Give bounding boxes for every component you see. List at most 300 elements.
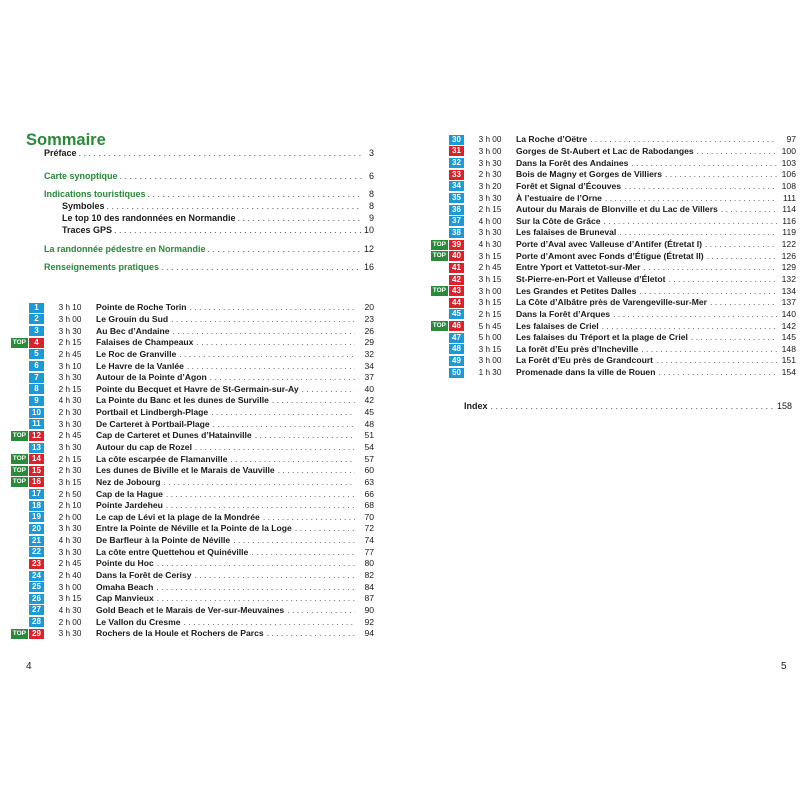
hike-duration: 3 h 30 <box>58 524 82 534</box>
hike-page: 68 <box>364 500 374 511</box>
hike-number-badge: 15 <box>29 466 44 476</box>
hike-page: 66 <box>364 488 374 499</box>
hike-page: 119 <box>782 227 796 238</box>
hike-page: 92 <box>364 616 374 627</box>
hike-list-right <box>426 134 796 378</box>
hike-page: 82 <box>364 570 374 581</box>
hike-duration: 2 h 15 <box>58 454 82 464</box>
hike-page: 23 <box>364 313 374 324</box>
hike-number-badge: 43 <box>449 286 464 296</box>
hike-title: Les falaises de Criel <box>516 320 599 331</box>
hike-title: Gold Beach et le Marais de Ver-sur-Meuvaines <box>96 604 285 615</box>
hike-duration: 2 h 40 <box>58 571 82 581</box>
hike-title: La forêt d’Eu près d’Incheville <box>516 343 639 354</box>
hike-row[interactable] <box>6 605 374 617</box>
hike-number-badge: 35 <box>449 193 464 203</box>
hike-number-badge: 12 <box>29 431 44 441</box>
hike-duration: 3 h 30 <box>58 326 82 336</box>
hike-number-badge: 32 <box>449 158 464 168</box>
top-slot <box>426 344 448 354</box>
hike-row[interactable] <box>6 628 374 640</box>
hike-row[interactable] <box>6 523 374 535</box>
hike-row[interactable] <box>6 581 374 593</box>
top-slot <box>426 333 448 343</box>
top-slot <box>426 216 448 226</box>
hike-title: Rochers de la Houle et Rochers de Parcs <box>96 628 264 639</box>
top-slot <box>6 454 28 464</box>
hike-page: 108 <box>781 180 796 191</box>
top-slot <box>6 536 28 546</box>
hike-duration: 2 h 30 <box>58 466 82 476</box>
hike-row[interactable] <box>6 360 374 372</box>
hike-row[interactable] <box>6 512 374 524</box>
toc-entry-page: 10 <box>363 225 374 235</box>
hike-page: 40 <box>364 383 374 394</box>
index-page: 158 <box>776 401 792 411</box>
hike-row[interactable] <box>6 418 374 430</box>
top-slot <box>426 298 448 308</box>
leader-dots <box>639 286 777 297</box>
leader-dots <box>251 547 355 558</box>
top-slot <box>6 373 28 383</box>
hike-row[interactable] <box>426 320 796 332</box>
hike-row[interactable] <box>426 192 796 204</box>
hike-number-badge: 47 <box>449 333 464 343</box>
hike-title: Sur la Côte de Grâce <box>516 215 601 226</box>
toc-entry-page: 8 <box>368 201 374 211</box>
top-slot <box>6 326 28 336</box>
toc-entry[interactable] <box>44 243 374 256</box>
leader-dots <box>287 605 355 616</box>
hike-number-badge: 42 <box>449 275 464 285</box>
hike-number-badge: 33 <box>449 170 464 180</box>
top-slot <box>6 501 28 511</box>
hike-page: 37 <box>364 372 374 383</box>
hike-title: Pointe de Roche Torin <box>96 302 187 313</box>
hike-duration: 3 h 10 <box>58 361 82 371</box>
top-slot <box>426 158 448 168</box>
hike-title: Le Roc de Granville <box>96 348 177 359</box>
leader-dots <box>602 321 777 332</box>
hike-title: Bois de Magny et Gorges de Villiers <box>516 169 662 180</box>
hike-row[interactable] <box>6 442 374 454</box>
hike-title: Les falaises du Tréport et la plage de Criel <box>516 332 688 343</box>
hike-page: 34 <box>364 360 374 371</box>
hike-duration: 2 h 45 <box>58 349 82 359</box>
leader-dots <box>604 216 777 227</box>
top-slot <box>426 286 448 296</box>
leader-dots <box>213 419 355 430</box>
hike-row[interactable] <box>426 285 796 297</box>
hike-page: 142 <box>781 320 796 331</box>
hike-page: 94 <box>364 628 374 639</box>
leader-dots <box>230 454 355 465</box>
hike-row[interactable] <box>6 500 374 512</box>
hike-page: 106 <box>781 169 796 180</box>
hike-duration: 2 h 00 <box>58 617 82 627</box>
hike-number-badge: 9 <box>29 396 44 406</box>
leader-dots <box>190 302 355 313</box>
hike-page: 60 <box>364 465 374 476</box>
leader-dots <box>624 181 777 192</box>
leader-dots <box>120 170 362 183</box>
hike-page: 29 <box>364 337 374 348</box>
leader-dots <box>631 158 777 169</box>
top-slot <box>426 356 448 366</box>
top-badge: TOP <box>12 431 26 439</box>
hike-title: Dans la Forêt de Cerisy <box>96 570 192 581</box>
hike-row[interactable] <box>426 309 796 321</box>
hike-title: La côte escarpée de Flamanville <box>96 453 228 464</box>
leader-dots <box>114 224 362 237</box>
hike-row[interactable] <box>6 395 374 407</box>
top-slot <box>6 396 28 406</box>
top-slot <box>6 629 28 639</box>
hike-row[interactable] <box>6 593 374 605</box>
leader-dots <box>255 430 355 441</box>
hike-row[interactable] <box>6 535 374 547</box>
hike-title: Au Bec d’Andaine <box>96 325 170 336</box>
top-slot <box>6 303 28 313</box>
hike-title: Falaises de Champeaux <box>96 337 194 348</box>
hike-row[interactable] <box>6 314 374 326</box>
hike-row[interactable] <box>426 297 796 309</box>
hike-page: 54 <box>364 442 374 452</box>
hike-title: Gorges de St-Aubert et Lac de Rabodanges <box>516 145 694 156</box>
hike-number-badge: 40 <box>449 251 464 261</box>
hike-row[interactable] <box>6 546 374 558</box>
hike-duration: 3 h 15 <box>478 275 502 284</box>
hike-page: 132 <box>781 274 796 284</box>
hike-number-badge: 13 <box>29 443 44 453</box>
top-badge: TOP <box>432 287 446 295</box>
hike-page: 74 <box>364 535 374 546</box>
leader-dots <box>710 297 777 308</box>
index-entry[interactable] <box>464 400 792 413</box>
top-slot <box>6 559 28 569</box>
leader-dots <box>79 147 362 160</box>
hike-duration: 3 h 15 <box>478 344 502 354</box>
hike-page: 122 <box>781 239 796 250</box>
hike-page: 137 <box>781 297 796 308</box>
hike-duration: 3 h 10 <box>58 303 82 313</box>
hike-page: 48 <box>364 418 374 429</box>
leader-dots <box>295 523 355 534</box>
leader-dots <box>721 204 777 215</box>
hike-row[interactable] <box>6 302 374 314</box>
leader-dots <box>208 243 362 256</box>
hike-page: 140 <box>781 308 796 319</box>
hike-row[interactable] <box>426 367 796 379</box>
hike-title: De Barfleur à la Pointe de Néville <box>96 535 231 546</box>
hike-duration: 2 h 15 <box>478 309 502 319</box>
top-slot <box>6 338 28 348</box>
top-slot <box>426 368 448 378</box>
hike-page: 32 <box>364 348 374 359</box>
hike-page: 134 <box>781 285 796 296</box>
hike-page: 126 <box>781 250 796 261</box>
top-slot <box>426 263 448 273</box>
top-badge: TOP <box>12 629 26 637</box>
hike-row[interactable] <box>6 383 374 395</box>
toc-entry[interactable] <box>44 147 374 160</box>
hike-page: 154 <box>781 367 796 378</box>
top-slot <box>6 408 28 418</box>
top-slot <box>6 443 28 453</box>
top-slot <box>426 205 448 215</box>
hike-page: 84 <box>364 581 374 592</box>
top-slot <box>426 181 448 191</box>
top-slot <box>426 146 448 156</box>
leader-dots <box>705 239 777 250</box>
hike-row[interactable] <box>6 488 374 500</box>
top-slot <box>6 571 28 581</box>
top-slot <box>6 431 28 441</box>
top-slot <box>6 594 28 604</box>
hike-page: 151 <box>781 355 796 366</box>
hike-duration: 3 h 00 <box>478 286 502 296</box>
hike-title: Dans la Forêt des Andaines <box>516 157 629 168</box>
hike-title: Dans la Forêt d’Arques <box>516 308 611 319</box>
top-badge: TOP <box>432 322 446 330</box>
hike-duration: 4 h 30 <box>58 605 82 615</box>
hike-title: Les Grandes et Petites Dalles <box>516 285 637 296</box>
leader-dots <box>171 314 355 325</box>
leader-dots <box>163 477 355 488</box>
hike-row[interactable] <box>6 349 374 361</box>
hike-title: La côte entre Quettehou et Quinéville <box>96 546 249 557</box>
hike-page: 90 <box>364 604 374 615</box>
hike-page: 80 <box>364 558 374 569</box>
hike-page: 70 <box>364 511 374 522</box>
hike-number-badge: 48 <box>449 344 464 354</box>
hike-row[interactable] <box>426 181 796 193</box>
leader-dots <box>187 361 355 372</box>
leader-dots <box>233 535 355 546</box>
toc-entry[interactable] <box>44 261 374 274</box>
hike-duration: 3 h 15 <box>58 477 82 487</box>
leader-dots <box>590 134 777 145</box>
hike-row[interactable] <box>6 558 374 570</box>
leader-dots <box>619 227 777 238</box>
top-slot <box>426 193 448 203</box>
hike-row[interactable] <box>426 169 796 181</box>
toc-entry-title: Carte synoptique <box>44 171 118 181</box>
hike-number-badge: 18 <box>29 501 44 511</box>
toc-entry-title: Renseignements pratiques <box>44 262 160 272</box>
hike-duration: 2 h 45 <box>58 431 82 441</box>
hike-page: 100 <box>781 145 796 156</box>
hike-row[interactable] <box>6 616 374 628</box>
leader-dots <box>302 384 355 395</box>
hike-duration: 5 h 00 <box>478 333 502 343</box>
hike-row[interactable] <box>426 344 796 356</box>
toc-entry[interactable] <box>62 224 374 237</box>
hike-duration: 2 h 00 <box>58 512 82 522</box>
leader-dots <box>166 500 355 511</box>
top-slot <box>6 617 28 627</box>
hike-number-badge: 31 <box>449 146 464 156</box>
hike-page: 72 <box>364 523 374 534</box>
hike-list-left <box>6 302 374 640</box>
hike-duration: 1 h 30 <box>478 368 502 378</box>
top-slot <box>6 419 28 429</box>
hike-row[interactable] <box>426 146 796 158</box>
toc-entry-page: 16 <box>363 262 374 272</box>
hike-number-badge: 23 <box>29 559 44 569</box>
top-slot <box>6 582 28 592</box>
toc-entry-title: La randonnée pédestre en Normandie <box>44 244 206 254</box>
hike-row[interactable] <box>426 157 796 169</box>
hike-title: Autour de la Pointe d’Agon <box>96 372 207 383</box>
hike-duration: 3 h 15 <box>478 298 502 308</box>
leader-dots <box>691 332 777 343</box>
hike-title: Cap de la Hague <box>96 488 163 499</box>
hike-title: Porte d’Aval avec Valleuse d’Antifer (Étretat I) <box>516 239 702 250</box>
hike-title: Les falaises de Bruneval <box>516 227 617 238</box>
leader-dots <box>658 367 777 378</box>
top-badge: TOP <box>12 466 26 474</box>
hike-number-badge: 10 <box>29 408 44 418</box>
top-slot <box>6 314 28 324</box>
hike-row[interactable] <box>426 215 796 227</box>
leader-dots <box>267 628 355 639</box>
hike-title: Autour du Marais de Blonville et du Lac de Villers <box>516 204 718 215</box>
hike-row[interactable] <box>6 337 374 349</box>
hike-row[interactable] <box>6 372 374 384</box>
hike-duration: 2 h 45 <box>478 263 502 273</box>
top-slot <box>6 477 28 487</box>
hike-row[interactable] <box>6 477 374 489</box>
hike-number-badge: 25 <box>29 582 44 592</box>
top-slot <box>6 605 28 615</box>
hike-duration: 4 h 30 <box>58 396 82 406</box>
toc-entry-page: 12 <box>363 244 374 254</box>
hike-title: Le Havre de la Vanlée <box>96 360 184 371</box>
leader-dots <box>211 407 355 418</box>
hike-title: Omaha Beach <box>96 581 154 592</box>
toc-entry-page: 9 <box>368 213 374 223</box>
hike-row[interactable] <box>426 227 796 239</box>
leader-dots <box>272 395 355 406</box>
hike-title: À l’estuaire de l’Orne <box>516 192 602 203</box>
hike-duration: 2 h 15 <box>58 338 82 348</box>
hike-title: Promenade dans la ville de Rouen <box>516 367 656 378</box>
hike-duration: 3 h 00 <box>58 582 82 592</box>
top-badge: TOP <box>12 478 26 486</box>
hike-duration: 4 h 00 <box>478 216 502 226</box>
hike-title: Cap de Carteret et Dunes d’Hatainville <box>96 430 252 441</box>
top-slot <box>6 524 28 534</box>
hike-page: 77 <box>364 546 374 557</box>
top-slot <box>426 170 448 180</box>
hike-row[interactable] <box>6 407 374 419</box>
hike-number-badge: 29 <box>29 629 44 639</box>
hike-title: Portbail et Lindbergh-Plage <box>96 407 209 418</box>
toc-entry[interactable] <box>44 170 374 183</box>
top-badge: TOP <box>12 338 26 346</box>
hike-number-badge: 28 <box>29 617 44 627</box>
hike-title: Pointe du Becquet et Havre de St-Germain-sur-Ay <box>96 383 299 394</box>
hike-duration: 3 h 00 <box>478 135 502 145</box>
hike-row[interactable] <box>426 332 796 344</box>
hike-row[interactable] <box>426 355 796 367</box>
toc-entry-title: Indications touristiques <box>44 189 146 199</box>
hike-duration: 3 h 30 <box>58 373 82 383</box>
hike-title: La Forêt d’Eu près de Grandcourt <box>516 355 654 366</box>
hike-page: 129 <box>781 262 796 273</box>
hike-page: 145 <box>781 332 796 343</box>
hike-row[interactable] <box>426 204 796 216</box>
leader-dots <box>195 570 355 581</box>
hike-duration: 2 h 45 <box>58 559 82 569</box>
top-badge: TOP <box>432 240 446 248</box>
hike-duration: 2 h 30 <box>478 170 502 180</box>
hike-title: Porte d’Amont avec Fonds d’Étigue (Étretat II) <box>516 250 704 261</box>
hike-duration: 3 h 30 <box>478 193 502 203</box>
top-slot <box>6 547 28 557</box>
hike-row[interactable] <box>426 239 796 251</box>
hike-row[interactable] <box>6 465 374 477</box>
toc-entry-title: Symboles <box>62 201 105 211</box>
hike-row[interactable] <box>6 430 374 442</box>
hike-number-badge: 19 <box>29 512 44 522</box>
hike-duration: 4 h 30 <box>478 240 502 250</box>
hike-duration: 3 h 20 <box>478 181 502 191</box>
leader-dots <box>613 309 777 320</box>
toc-entry-title: Préface <box>44 148 77 158</box>
hike-number-badge: 37 <box>449 216 464 226</box>
hike-number-badge: 20 <box>29 524 44 534</box>
hike-row[interactable] <box>6 453 374 465</box>
hike-number-badge: 17 <box>29 489 44 499</box>
hike-duration: 3 h 15 <box>478 251 502 261</box>
hike-number-badge: 6 <box>29 361 44 371</box>
hike-row[interactable] <box>426 262 796 274</box>
hike-row[interactable] <box>426 134 796 146</box>
hike-duration: 5 h 45 <box>478 321 502 331</box>
top-slot <box>426 228 448 238</box>
leader-dots <box>707 251 777 262</box>
hike-title: La Roche d’Oëtre <box>516 134 588 145</box>
hike-page: 111 <box>782 192 796 203</box>
hike-duration: 3 h 00 <box>58 314 82 324</box>
hike-page: 97 <box>786 134 796 145</box>
hike-title: De Carteret à Portbail-Plage <box>96 418 210 429</box>
hike-duration: 3 h 30 <box>58 629 82 639</box>
hike-title: Le cap de Lévi et la plage de la Mondrée <box>96 511 260 522</box>
hike-row[interactable] <box>6 325 374 337</box>
hike-number-badge: 38 <box>449 228 464 238</box>
leader-dots <box>161 261 362 274</box>
hike-number-badge: 36 <box>449 205 464 215</box>
page-number-left: 4 <box>26 661 32 672</box>
hike-duration: 3 h 00 <box>478 356 502 366</box>
hike-title: Entre Yport et Vattetot-sur-Mer <box>516 262 641 273</box>
hike-row[interactable] <box>6 570 374 582</box>
hike-page: 45 <box>364 407 374 418</box>
hike-number-badge: 14 <box>29 454 44 464</box>
toc-entry-page: 8 <box>368 189 374 199</box>
hike-title: Autour du cap de Rozel <box>96 442 192 452</box>
hike-row[interactable] <box>426 250 796 262</box>
hike-number-badge: 7 <box>29 373 44 383</box>
hike-title: La Côte d’Albâtre près de Varengeville-sur-Mer <box>516 297 708 308</box>
hike-title: Le Vallon du Cresme <box>96 616 181 627</box>
index-label: Index <box>464 401 488 411</box>
top-slot <box>6 384 28 394</box>
hike-row[interactable] <box>426 274 796 286</box>
